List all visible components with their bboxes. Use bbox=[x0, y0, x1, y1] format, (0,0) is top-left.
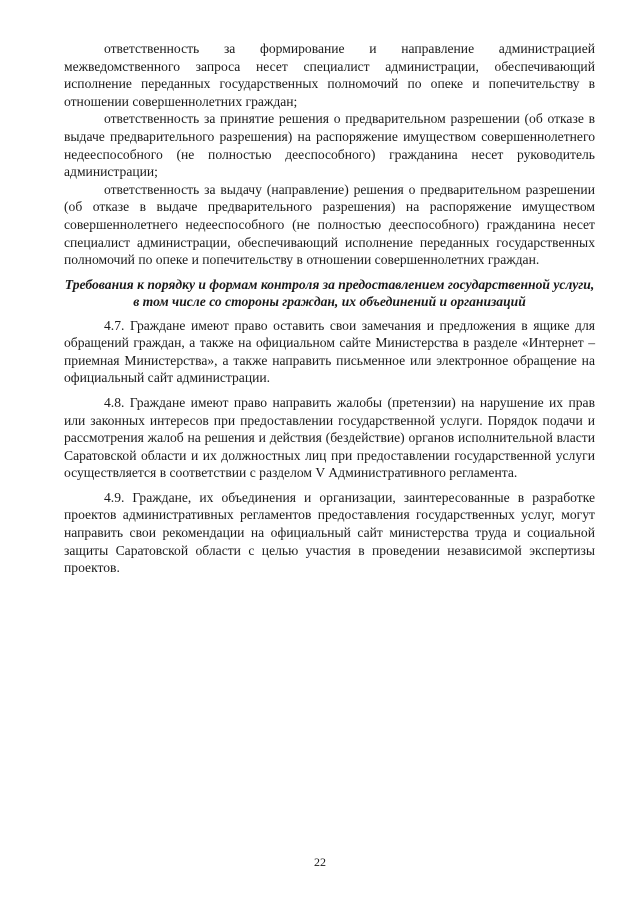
page-number: 22 bbox=[314, 855, 326, 869]
paragraph-responsibility-decision: ответственность за принятие решения о предварительном разрешении (об отказе в выдаче предварительного разрешения) на распоряжение имуществом совершеннолетнего недееспособного (не полностью дееспособного) гражданина несет руководитель администрации; bbox=[64, 111, 595, 180]
section-heading: Требования к порядку и формам контроля за предоставлением государственной услуги, в том числе со стороны граждан, их объединений и организаций bbox=[64, 276, 595, 310]
paragraph-spacer bbox=[64, 482, 595, 489]
paragraph-responsibility-request: ответственность за формирование и направление администрацией межведомственного запроса несет специалист администрации, обеспечивающий исполнение переданных государственных полномочий по опеке и попечительству в отношении совершеннолетних граждан; bbox=[64, 41, 595, 109]
paragraph-4-7: 4.7. Граждане имеют право оставить свои замечания и предложения в ящике для обращений граждан, а также на официальном сайте Министерства в разделе «Интернет – приемная Министерства», а также направить письменное или электронное обращение на официальный сайт администрации. bbox=[64, 317, 595, 386]
paragraph-4-9: 4.9. Граждане, их объединения и организации, заинтересованные в разработке проектов административных регламентов предоставления государственных услуг, могут направить свои рекомендации на официальный сайт министерства труда и социальной защиты Саратовской области с целью участия в проведении независимой экспертизы проектов. bbox=[64, 489, 595, 576]
paragraph-spacer bbox=[64, 387, 595, 394]
paragraph-4-8: 4.8. Граждане имеют право направить жалобы (претензии) на нарушение их прав или законных интересов при предоставлении государственной услуги. Порядок подачи и рассмотрения жалоб на решения и действия (бездействие) органов исполнительной власти Саратовской области и их должностных лиц при предоставлении государственной услуги осуществляется в соответствии с разделом V Административного регламента. bbox=[64, 394, 595, 481]
paragraph-responsibility-issuance: ответственность за выдачу (направление) решения о предварительном разрешении (об отказе в выдаче предварительного разрешения) на распоряжение имуществом совершеннолетнего недееспособного (не полностью дееспособного) гражданина несет специалист администрации, обеспечивающий исполнение переданных государственных полномочий по опеке и попечительству в отношении совершеннолетних граждан. bbox=[64, 181, 595, 268]
document-page bbox=[64, 40, 595, 577]
